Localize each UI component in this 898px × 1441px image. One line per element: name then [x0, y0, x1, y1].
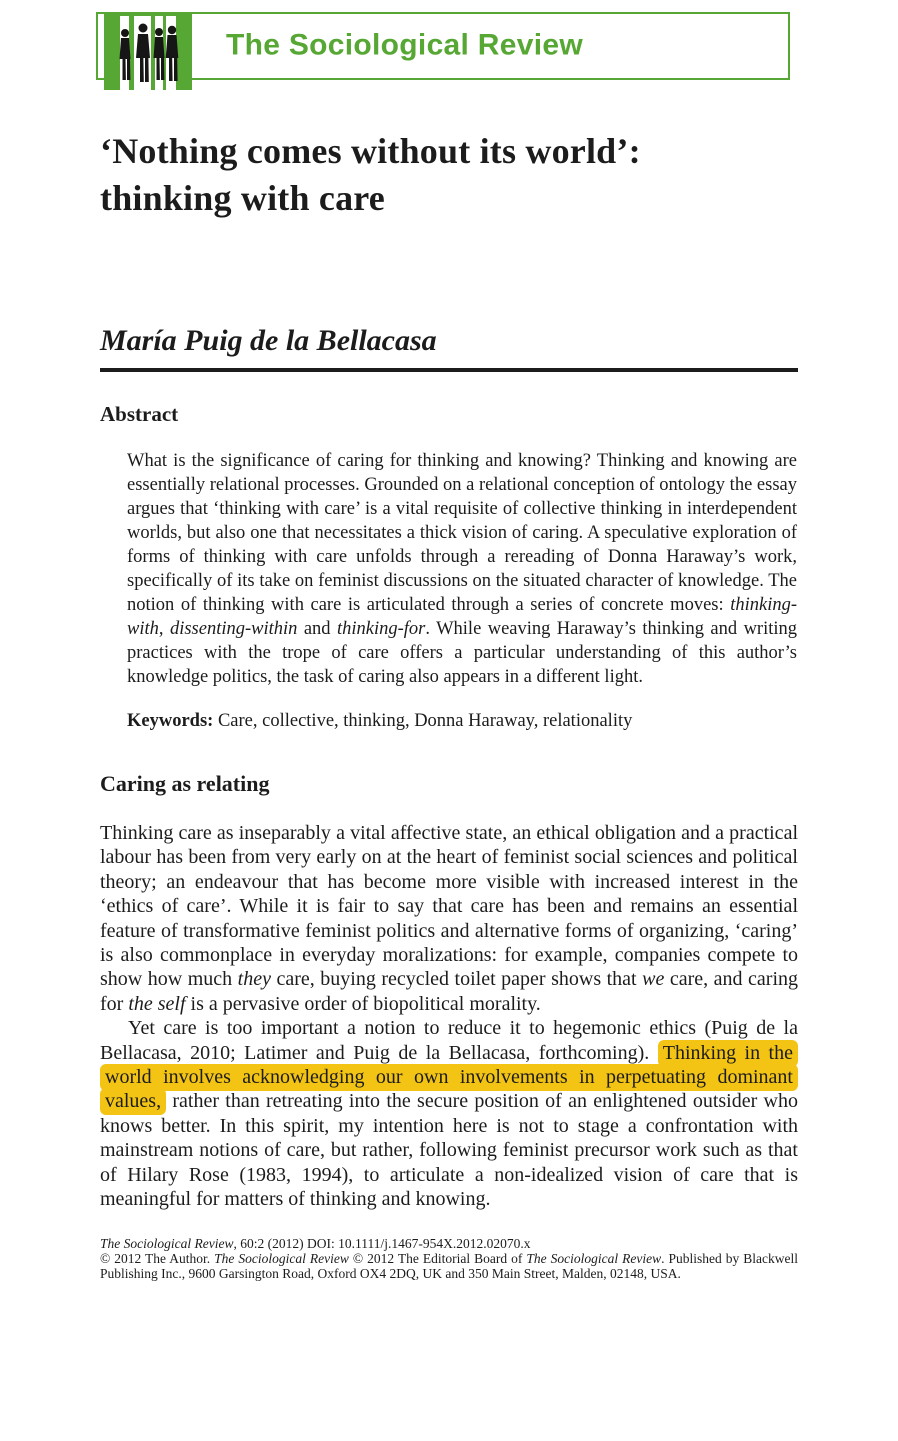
- footer-copyright: © 2012 The Author. The Sociological Review © 2012 The Editorial Board of The Sociological Review. Published by Blackwell Publishing Inc., 9600 Garsington Road, Oxford OX4 2DQ, UK and 350 Main Street, Malden, 02148, USA.: [100, 1250, 798, 1281]
- abstract-section: [100, 402, 798, 733]
- article-content: [100, 128, 798, 1281]
- page-footer: [100, 1236, 798, 1281]
- abstract-heading: Abstract: [100, 402, 179, 426]
- section-heading: Caring as relating: [100, 771, 270, 796]
- author-divider-rule: [100, 368, 798, 372]
- body-paragraph-1: Thinking care as inseparably a vital affective state, an ethical obligation and a practical labour has been from very early on at the heart of feminist social sciences and political theory; an endeavour that has become more visible with increased interest in the ‘ethics of care’. While it is fair to say that care has been and remains an essential feature of transformative feminist politics and alternative forms of organizing, ‘caring’ is also commonplace in everyday moralizations: for example, companies compete to show how much they care, buying recycled toilet paper shows that we care, and caring for the self is a pervasive order of biopolitical morality.: [100, 822, 799, 1015]
- article-title: [100, 128, 798, 222]
- journal-name: The Sociological Review: [226, 28, 583, 62]
- journal-header: [96, 12, 790, 80]
- body-paragraph-2: Yet care is too important a notion to reduce it to hegemonic ethics (Puig de la Bellacasa, 2010; Latimer and Puig de la Bellacasa, forthcoming). Thinking in the world involves acknowledging our own involvements in perpetuating dominant values, rather than retreating into the secure position of an enlightened outsider who knows better. In this spirit, my intention here is not to stage a confrontation with mainstream notions of care, but rather, following feminist precursor work such as that of Hilary Rose (1983, 1994), to articulate a non-idealized vision of care that is meaningful for matters of thinking and knowing.: [100, 1017, 798, 1211]
- article-title-line-1: ‘Nothing comes without its world’:: [100, 131, 641, 171]
- footer-citation: The Sociological Review, 60:2 (2012) DOI: 10.1111/j.1467-954X.2012.02070.x: [100, 1235, 531, 1251]
- keywords-line: Keywords: Care, collective, thinking, Donna Haraway, relationality: [127, 711, 633, 731]
- journal-logo-icon: [104, 12, 192, 90]
- abstract-text: What is the significance of caring for thinking and knowing? Thinking and knowing are essentially relational processes. Grounded on a relational conception of ontology the essay argues that ‘thinking with care’ is a vital requisite of collective thinking in interdependent worlds, but also one that necessitates a thick vision of caring. A speculative exploration of forms of thinking with care unfolds through a rereading of Donna Haraway’s work, specifically of its take on feminist discussions on the situated character of knowledge. The notion of thinking with care is articulated through a series of concrete moves: thinking-with, dissenting-within and thinking-for. While weaving Haraway’s thinking and writing practices with the trope of care offers a particular understanding of this author’s knowledge politics, the task of caring also appears in a different light.: [127, 451, 798, 687]
- article-title-line-2: thinking with care: [100, 178, 385, 218]
- author-name: María Puig de la Bellacasa: [100, 324, 437, 357]
